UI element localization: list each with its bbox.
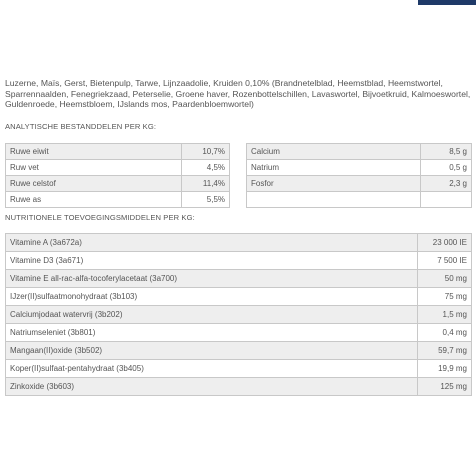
row-value: 1,5 mg <box>418 306 472 324</box>
row-value: 0,5 g <box>421 160 472 176</box>
table-row <box>6 342 472 360</box>
row-value: 4,5% <box>182 160 230 176</box>
row-value: 0,4 mg <box>418 324 472 342</box>
row-name <box>247 192 421 208</box>
row-value: 125 mg <box>418 378 472 396</box>
row-name: Vitamine D3 (3a671) <box>6 252 418 270</box>
row-value: 23 000 IE <box>418 234 472 252</box>
table-row <box>6 288 472 306</box>
nutritional-title: NUTRITIONELE TOEVOEGINGSMIDDELEN PER KG: <box>5 213 195 222</box>
row-name: Vitamine A (3a672a) <box>6 234 418 252</box>
row-value: 5,5% <box>182 192 230 208</box>
table-row <box>6 306 472 324</box>
row-name: Ruw vet <box>6 160 182 176</box>
accent-bar <box>418 0 476 5</box>
row-name: Ruwe as <box>6 192 182 208</box>
row-name: Calciumjodaat watervrij (3b202) <box>6 306 418 324</box>
row-name: Calcium <box>247 144 421 160</box>
row-name: Natriumseleniet (3b801) <box>6 324 418 342</box>
table-row <box>6 234 472 252</box>
table-row <box>6 160 230 176</box>
row-value: 75 mg <box>418 288 472 306</box>
row-value: 7 500 IE <box>418 252 472 270</box>
table-row <box>6 144 230 160</box>
row-name: Fosfor <box>247 176 421 192</box>
row-value: 8,5 g <box>421 144 472 160</box>
table-row <box>6 378 472 396</box>
row-value: 50 mg <box>418 270 472 288</box>
row-name: Koper(II)sulfaat-pentahydraat (3b405) <box>6 360 418 378</box>
row-value: 2,3 g <box>421 176 472 192</box>
row-name: IJzer(II)sulfaatmonohydraat (3b103) <box>6 288 418 306</box>
row-name: Ruwe celstof <box>6 176 182 192</box>
table-row <box>247 176 472 192</box>
row-value: 59,7 mg <box>418 342 472 360</box>
table-row <box>6 192 230 208</box>
analytical-right-table <box>246 143 472 208</box>
table-row <box>6 252 472 270</box>
analytical-title: ANALYTISCHE BESTANDDELEN PER KG: <box>5 122 157 131</box>
row-value: 10,7% <box>182 144 230 160</box>
table-row <box>247 144 472 160</box>
row-value <box>421 192 472 208</box>
row-name: Mangaan(II)oxide (3b502) <box>6 342 418 360</box>
table-row <box>6 176 230 192</box>
table-row <box>247 160 472 176</box>
nutritional-table <box>5 233 472 396</box>
row-name: Natrium <box>247 160 421 176</box>
table-row <box>6 324 472 342</box>
ingredients-text: Luzerne, Maïs, Gerst, Bietenpulp, Tarwe, Lijnzaadolie, Kruiden 0,10% (Brandnetelblad, Heemstblad, Heemstwortel, Sparrennaalden, Fenegriekzaad, Peterselie, Groene haver, Rozenbottelschillen, Lavaswortel, Bijvoetkruid, Kalmoeswortel, Guldenroede, Heemstbloem, IJslands mos, Paardenbloemwortel) <box>5 78 471 110</box>
table-row <box>247 192 472 208</box>
row-name: Zinkoxide (3b603) <box>6 378 418 396</box>
row-value: 11,4% <box>182 176 230 192</box>
row-name: Vitamine E all-rac-alfa-tocoferylacetaat (3a700) <box>6 270 418 288</box>
row-value: 19,9 mg <box>418 360 472 378</box>
analytical-left-table <box>5 143 230 208</box>
top-bar <box>0 0 476 11</box>
row-name: Ruwe eiwit <box>6 144 182 160</box>
table-row <box>6 270 472 288</box>
table-row <box>6 360 472 378</box>
